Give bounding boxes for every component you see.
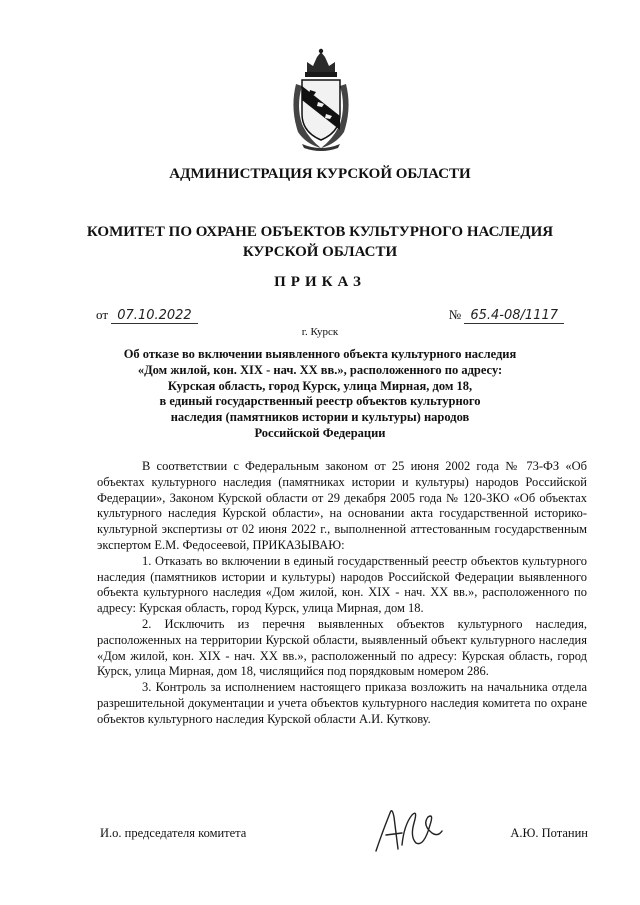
subject-line: Об отказе во включении выявленного объекта культурного наследия: [123, 347, 517, 361]
subject-line: Курская область, город Курск, улица Мирная, дом 18,: [167, 378, 473, 393]
handwritten-date: 07.10.2022: [111, 308, 197, 324]
preamble-paragraph: В соответствии с Федеральным законом от 25 июня 2002 года № 73-ФЗ «Об объектах культурного наследия (памятниках истории и культуры) народов Российской Федерации», Законом Курской области от 29 декабря 2005 года № 120-ЗКО «Об объектах культурного наследия Курской области», на основании акта государственной историко-культурной экспертизы от 02 июня 2022 г., выполненной аттестованным государственным экспертом Е.М. Федосеевой, ПРИКАЗЫВАЮ:: [97, 459, 587, 552]
subject-line: наследия (памятников истории и культуры) народов: [170, 410, 470, 425]
handwritten-number: 65.4-08/1117: [464, 308, 564, 324]
document-type-title: ПРИКАЗ: [274, 274, 366, 290]
subject-line: «Дом жилой, кон. XIX - нач. XX вв.», расположенного по адресу:: [137, 362, 503, 377]
order-subject: [100, 347, 540, 442]
kursk-coat-of-arms-icon: [288, 48, 354, 152]
order-item-3: 3. Контроль за исполнением настоящего приказа возложить на начальника отдела разрешительной документации и учета объектов культурного наследия комитета по охране объектов культурного наследия Курской области А.И. Куткову.: [97, 680, 587, 726]
order-body: [97, 459, 587, 728]
number-prefix: №: [448, 307, 462, 322]
order-item-2: 2. Исключить из перечня выявленных объектов культурного наследия, расположенных на территории Курской области, выявленный объект культурного наследия «Дом жилой, кон. XIX - нач. XX вв.», расположенный по адресу: Курская область, город Курск, улица Мирная, дом 18, числящийся под порядковым номером 286.: [97, 616, 587, 679]
committee-title-line: КУРСКОЙ ОБЛАСТИ: [242, 244, 398, 260]
signature-row: [100, 826, 588, 846]
city-label: г. Курск: [301, 326, 339, 338]
handwritten-signature-icon: [372, 803, 444, 859]
signatory-name: А.Ю. Потанин: [510, 826, 588, 840]
admin-title: АДМИНИСТРАЦИЯ КУРСКОЙ ОБЛАСТИ: [169, 166, 471, 182]
subject-line: Российской Федерации: [254, 425, 386, 440]
date-block: [96, 307, 198, 324]
subject-line: в единый государственный реестр объектов культурного: [159, 394, 481, 409]
committee-title: [80, 222, 560, 262]
committee-title-line: КОМИТЕТ ПО ОХРАНЕ ОБЪЕКТОВ КУЛЬТУРНОГО НАСЛЕДИЯ: [86, 224, 554, 240]
order-item-1: 1. Отказать во включении в единый государственный реестр объектов культурного наследия (памятников истории и культуры) народов Российской Федерации выявленного объекта культурного наследия «Дом жилой, кон. XIX - нач. XX вв.», расположенного по адресу: Курская область, город Курск, улица Мирная, дом 18.: [97, 553, 587, 616]
number-block: [449, 307, 564, 324]
date-prefix: от: [96, 307, 109, 322]
signatory-position: И.о. председателя комитета: [100, 826, 247, 840]
